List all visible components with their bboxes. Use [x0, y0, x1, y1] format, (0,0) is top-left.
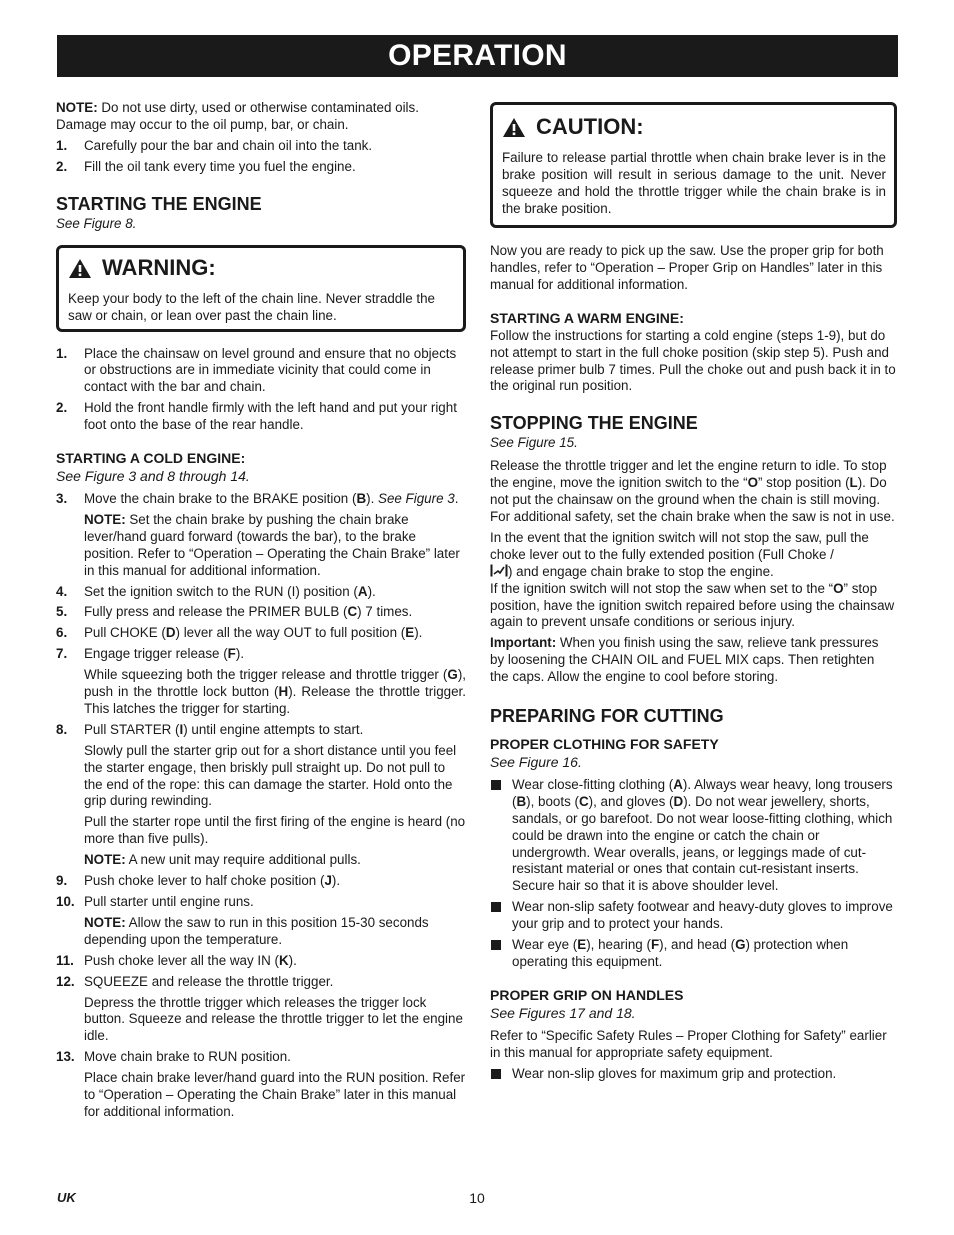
list-item: 8. Pull STARTER (I) until engine attempts to start.: [56, 721, 364, 737]
list-item: 3. Move the chain brake to the BRAKE position (B). See Figure 3.: [56, 490, 459, 506]
warning-icon: [68, 258, 92, 279]
warning-text: Keep your body to the left of the chain line. Never straddle the saw or chain, or lean over past the chain line.: [68, 290, 435, 323]
bullet-icon: [491, 780, 501, 790]
left-column: [56, 100, 466, 1125]
step-note: NOTE: Set the chain brake by pushing the chain brake lever/hand guard forward (towards the bar), to the brake position. Refer to “Operation – Operating the Chain Brake” later in this manual for additional information.: [84, 511, 460, 578]
grip-paragraph: Refer to “Specific Safety Rules – Proper Clothing for Safety” earlier in this manual for appropriate safety equipment.: [490, 1027, 887, 1060]
list-item: 5. Fully press and release the PRIMER BULB (C) 7 times.: [56, 604, 413, 620]
page-number: 10: [469, 1190, 485, 1206]
bullet-icon: [491, 940, 501, 950]
caution-box: [490, 102, 897, 228]
warning-box: [56, 245, 466, 332]
figure-reference: See Figure 3 and 8 through 14.: [56, 468, 250, 485]
step-detail: Pull the starter rope until the first firing of the engine is heard (no more than five pulls).: [84, 814, 466, 847]
page-title: OPERATION: [57, 35, 898, 77]
bullet-icon: [491, 902, 501, 912]
step-detail: Depress the throttle trigger which releases the trigger lock button. Squeeze and release the throttle trigger to let the engine idle.: [84, 994, 463, 1044]
section-heading-starting: STARTING THE ENGINE: [56, 193, 262, 214]
warm-paragraph: Follow the instructions for starting a cold engine (steps 1-9), but do not attempt to start in the full choke position (skip step 5). Push and release primer bulb 7 times. Pull the choke out and push back it in to the original run position.: [490, 327, 896, 394]
list-item: 11. Push choke lever all the way IN (K).: [56, 952, 297, 968]
section-heading-preparing: PREPARING FOR CUTTING: [490, 706, 724, 727]
list-item: Wear close-fitting clothing (A). Always wear heavy, long trousers (B), boots (C), and gloves (D). Do not wear jewellery, shorts, sandals, or go barefoot. Do not wear loose-fitting clothing, which could be drawn into the engine or catch the chain or undergrowth. Wear overalls, jeans, or leggings made of cut-resistant material or ones that contain cut-resistant inserts. Secure hair so that it is above shoulder level.: [490, 777, 896, 895]
caution-icon: [502, 117, 526, 138]
figure-reference: See Figure 16.: [490, 754, 582, 771]
list-item: 12. SQUEEZE and release the throttle trigger.: [56, 973, 334, 989]
figure-reference: See Figure 8.: [56, 215, 137, 231]
list-item: Wear non-slip gloves for maximum grip and protection.: [490, 1066, 896, 1083]
list-item: 7. Engage trigger release (F).: [56, 646, 245, 662]
list-item: 1. Place the chainsaw on level ground and ensure that no objects or obstructions are in immediate vicinity that could come in contact with the bar and chain.: [56, 345, 457, 395]
list-item: Wear eye (E), hearing (F), and head (G) protection when operating this equipment.: [490, 937, 896, 971]
warning-title: WARNING:: [102, 255, 216, 281]
figure-reference: See Figures 17 and 18.: [490, 1004, 636, 1021]
step-detail: Place chain brake lever/hand guard into the RUN position. Refer to “Operation – Operating the Chain Brake” later in this manual for additional information.: [84, 1070, 466, 1119]
caution-title: CAUTION:: [536, 113, 644, 139]
section-heading-warm: STARTING A WARM ENGINE:: [490, 309, 684, 326]
bullet-icon: [491, 1069, 501, 1079]
section-heading-cold: STARTING A COLD ENGINE:: [56, 450, 246, 467]
caution-text: Failure to release partial throttle when chain brake lever is in the brake position will result in serious damage to the unit. Never squeeze and hold the throttle trigger while the chain brake is in the brake position.: [502, 150, 886, 216]
list-item: 1. Carefully pour the bar and chain oil into the tank.: [56, 137, 373, 153]
important-paragraph: Important: When you finish using the saw, relieve tank pressures by loosening the CHAIN OIL and FUEL MIX caps. Then retighten the caps. Allow the engine to cool before storing.: [490, 635, 879, 685]
section-heading-grip: PROPER GRIP ON HANDLES: [490, 986, 684, 1003]
footer-region: UK: [57, 1190, 76, 1205]
list-item: Wear non-slip safety footwear and heavy-duty gloves to improve your grip and to protect your hands.: [490, 899, 896, 933]
intro-paragraph: Now you are ready to pick up the saw. Use the proper grip for both handles, refer to “Operation – Proper Grip on Handles” later in this manual for additional information.: [490, 243, 884, 292]
figure-reference: See Figure 15.: [490, 435, 578, 451]
section-heading-clothing: PROPER CLOTHING FOR SAFETY: [490, 736, 719, 753]
list-item: 6. Pull CHOKE (D) lever all the way OUT to full position (E).: [56, 625, 423, 641]
list-item: 9. Push choke lever to half choke position (J).: [56, 873, 341, 889]
list-item: 10. Pull starter until engine runs.: [56, 894, 254, 909]
stop-paragraph: In the event that the ignition switch will not stop the saw, pull the choke lever out to the fully extended position (Full Choke / ) and engage chain brake to stop the engine. If the ignition switch will not stop the saw when set to the “O” stop position, have the ignition switch repaired before using the chainsaw again to prevent unsafe conditions or serious injury.: [490, 529, 895, 630]
list-item: 4. Set the ignition switch to the RUN (I) position (A).: [56, 583, 376, 599]
list-item: 2. Fill the oil tank every time you fuel the engine.: [56, 158, 356, 174]
step-note: NOTE: Allow the saw to run in this position 15-30 seconds depending upon the temperature.: [84, 914, 429, 947]
list-item: 2. Hold the front handle firmly with the left hand and put your right foot onto the base of the rear handle.: [56, 400, 457, 433]
full-choke-icon: [490, 564, 508, 577]
step-note: NOTE: A new unit may require additional pulls.: [84, 852, 361, 868]
right-column: [490, 102, 896, 1087]
step-detail: Slowly pull the starter grip out for a short distance until you feel the starter engage, then briskly pull straight up. Do not pull to the end of the rope: this can damage the starter. Hold onto the grip during rewinding.: [84, 742, 457, 809]
oil-note: NOTE: Do not use dirty, used or otherwise contaminated oils. Damage may occur to the oil pump, bar, or chain.: [56, 100, 419, 132]
list-item: 13. Move chain brake to RUN position.: [56, 1049, 291, 1065]
step-detail: While squeezing both the trigger release and throttle trigger (G), push in the throttle lock button (H). Release the throttle trigger. This latches the trigger for starting.: [84, 667, 466, 716]
section-heading-stopping: STOPPING THE ENGINE: [490, 413, 698, 434]
stop-paragraph: Release the throttle trigger and let the engine return to idle. To stop the engine, move the ignition switch to the “O” stop position (L). Do not put the chainsaw on the ground when the chain is still moving. For additional safety, set the chain brake when the saw is not in use.: [490, 458, 895, 524]
